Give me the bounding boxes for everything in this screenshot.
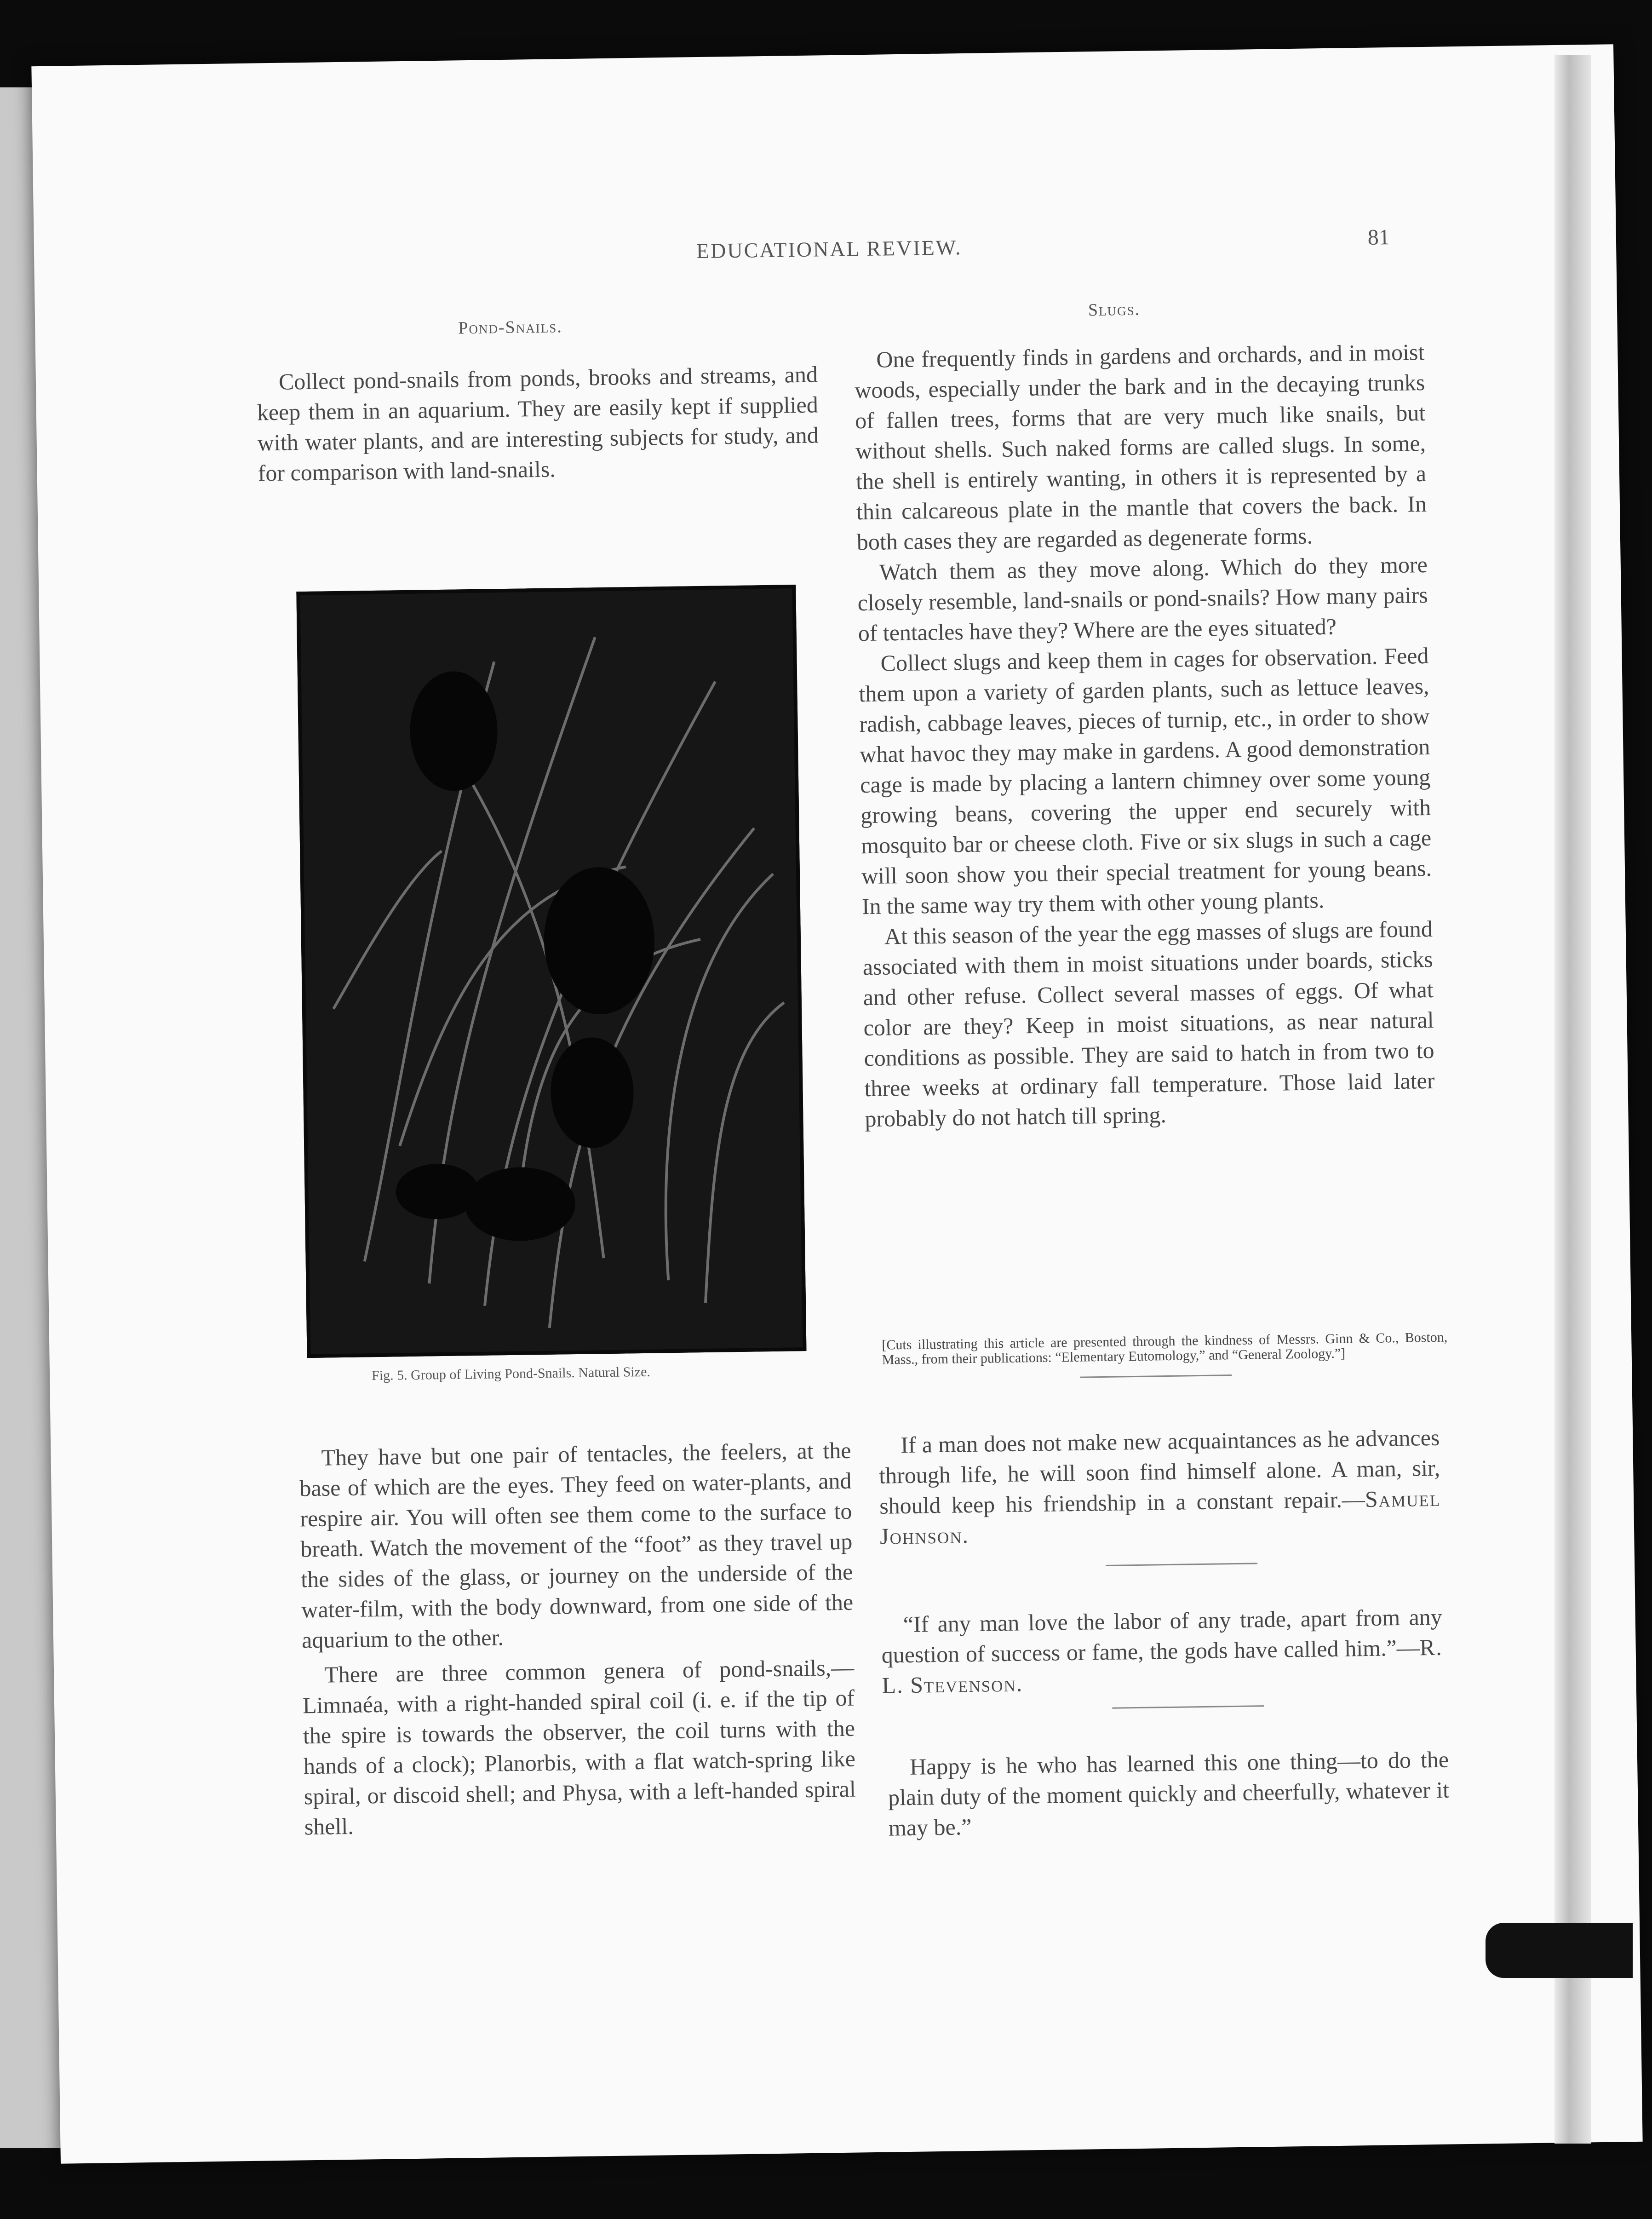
quote-johnson-text: If a man does not make new acquaintances as he advances through life, he will soon find himself alone. A man, sir, should keep his friendship in a constant repair.— xyxy=(878,1424,1440,1519)
paragraph-tentacles: They have but one pair of tentacles, the feelers, at the base of which are the eyes. They feed on water-plants, and respire air. You will often see them come to the surface to breath. Watch the movement of the “foot” as they travel up the sides of the glass, or journey on the underside of the water-film, with the body downward, from one side of the aquarium to the other. xyxy=(299,1437,854,1653)
quote-stevenson-author: R. L. Stevenson. xyxy=(882,1634,1443,1698)
pond-snails-figure xyxy=(296,585,806,1358)
paragraph-slugs-eggs: At this season of the year the egg masses of slugs are found associated with them in moist situations under boards, sticks and other refuse. Collect several masses of eggs. Of what color are they? Keep in moist situations, as near natural conditions as possible. They are said to hatch in from two to three weeks at ordinary fall temperature. Those laid later probably do not hatch till spring. xyxy=(862,915,1435,1132)
quote-johnson xyxy=(878,1422,1441,1552)
quote-happy xyxy=(888,1744,1450,1843)
page-number: 81 xyxy=(1367,225,1390,250)
figure-caption: Fig. 5. Group of Living Pond-Snails. Natural Size. xyxy=(371,1364,651,1384)
slugs-body xyxy=(854,337,1435,1134)
quote-stevenson xyxy=(881,1602,1443,1701)
divider-rule xyxy=(1106,1563,1257,1566)
quote-happy-text: Happy is he who has learned this one thing—to do the plain duty of the moment quickly and cheerfully, whatever it may be.” xyxy=(888,1746,1450,1841)
paragraph-slugs-intro: One frequently finds in gardens and orchards, and in moist woods, especially under the bark and in the decaying trunks of fallen trees, forms that are very much like snails, but without shells. Such naked forms are called slugs. In some, the shell is entirely wanting, in others it is represented by a thin calcareous plate in the mantle that covers the back. In both cases they are regarded as degenerate forms. xyxy=(854,339,1427,555)
pond-snails-body xyxy=(299,1435,856,1842)
heading-pond-snails: Pond-Snails. xyxy=(458,317,563,338)
intro-paragraph: Collect pond-snails from ponds, brooks and streams, and keep them in an aquarium. They are easily kept if supplied with water plants, and are interesting subjects for study, and for comparison with land-snails. xyxy=(257,361,819,486)
pond-snails-intro xyxy=(257,359,820,488)
quote-stevenson-text: “If any man love the labor of any trade, apart from any question of success or fame, the gods have called him.”— xyxy=(881,1604,1443,1668)
divider-rule xyxy=(1080,1374,1232,1378)
credits-note: [Cuts illustrating this article are presented through the kindness of Messrs. Ginn & Co., Boston, Mass., from their publications: “Elementary Eutomology,” and “General Zoology.”] xyxy=(882,1329,1448,1368)
book-page xyxy=(31,44,1642,2164)
pond-snails-illustration xyxy=(300,588,803,1354)
paragraph-slugs-watch: Watch them as they move along. Which do they more closely resemble, land-snails or pond-snails? How many pairs of tentacles have they? Where are the eyes situated? xyxy=(857,551,1428,646)
running-header: EDUCATIONAL REVIEW. xyxy=(696,236,962,263)
paragraph-genera: There are three common genera of pond-snails,— Limnaéa, with a right-handed spiral coil (i. e. if the tip of the spire is towards the observer, the coil turns with the hands of a clock); Planorbis, with a flat watch-spring like spiral, or discoid shell; and Physa, with a left-handed spiral shell. xyxy=(302,1654,856,1840)
heading-slugs: Slugs. xyxy=(1088,299,1141,320)
quote-johnson-author: Samuel Johnson. xyxy=(879,1485,1441,1549)
paragraph-slugs-collect: Collect slugs and keep them in cages for observation. Feed them upon a variety of garden plants, such as lettuce leaves, radish, cabbage leaves, pieces of turnip, etc., in order to show what havoc they may make in gardens. A good demonstration cage is made by placing a lantern chimney over some young growing beans, covering the upper end securely with mosquito bar or cheese cloth. Five or six slugs in such a cage will soon show you their special treatment for young beans. In the same way try them with other young plants. xyxy=(859,642,1432,920)
page-clip xyxy=(1486,1923,1633,1978)
book-binding-edge xyxy=(1554,55,1591,2144)
divider-rule xyxy=(1112,1705,1264,1709)
